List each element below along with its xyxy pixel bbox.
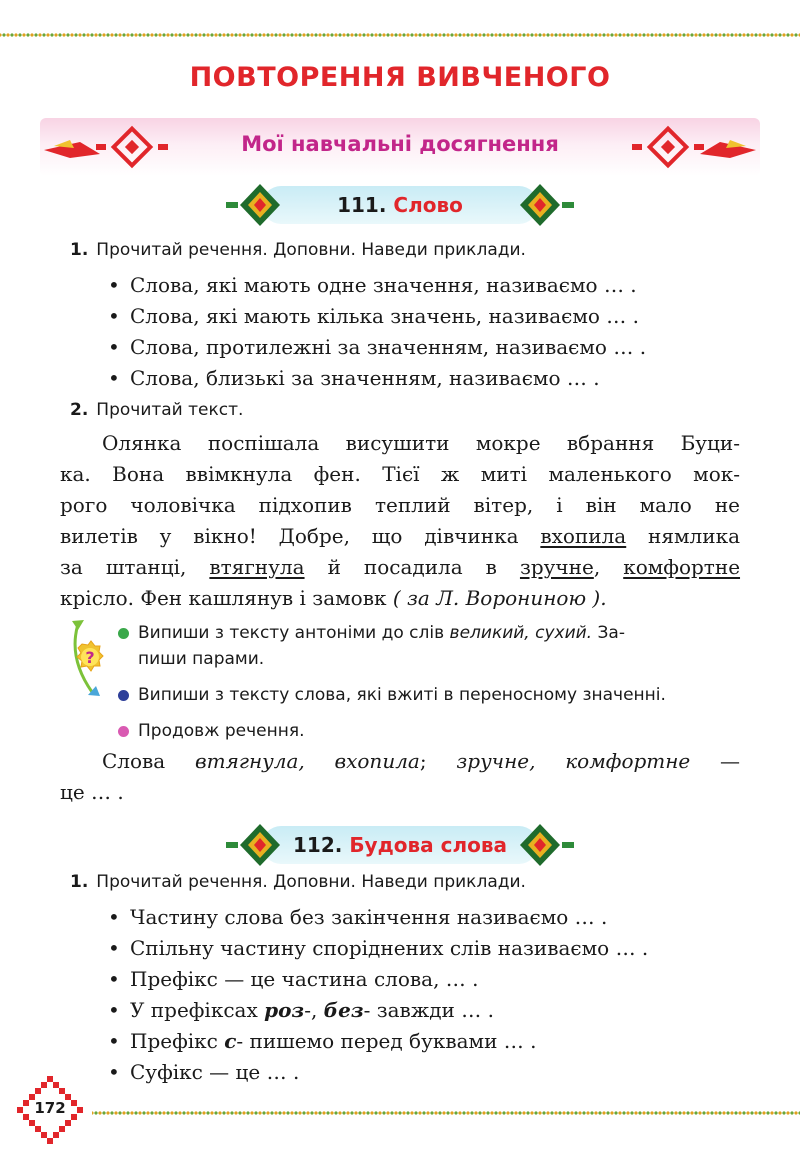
lesson-111-task-1-list	[108, 270, 646, 394]
lesson-111-header	[0, 180, 800, 230]
lesson-111-task-1: 1. Прочитай речення. Доповни. Наведи приклади.	[70, 240, 526, 260]
story-line: Олянка поспішала висушити мокре вбрання Буци-	[102, 431, 740, 455]
list-item: • Спільну частину споріднених слів називаємо … .	[108, 933, 648, 964]
question-item: Випиши з тексту слова, які вжиті в переносному значенні.	[118, 682, 666, 708]
story-line: ка. Вона ввімкнула фен. Тієї ж миті маленького мок-	[60, 462, 740, 486]
question-item: Продовж речення.	[118, 718, 666, 744]
lesson-112-header	[0, 820, 800, 870]
list-item: • Слова, близькі за значенням, називаємо … .	[108, 363, 646, 394]
list-item: • Слова, які мають одне значення, називаємо … .	[108, 270, 646, 301]
list-item: • Слова, протилежні за значенням, називаємо … .	[108, 332, 646, 363]
lesson-112-title: 112. Будова слова	[292, 833, 507, 857]
list-item: • У префіксах роз-, без- завжди … .	[108, 995, 648, 1026]
banner-title: Мої навчальні досягнення	[241, 132, 559, 156]
page-number: 172	[34, 1099, 66, 1117]
lesson-111-task-2: 2. Прочитай текст.	[70, 400, 244, 420]
lesson-112-task-1-list	[108, 902, 648, 1088]
question-item: Випиши з тексту антоніми до слів великий, сухий. За- пиши парами.	[118, 620, 666, 672]
green-dot-icon	[118, 628, 129, 639]
story-line: рого чоловічка підхопив теплий вітер, і він мало не	[60, 493, 740, 517]
list-item: • Префікс с- пишемо перед буквами … .	[108, 1026, 648, 1057]
list-item: • Частину слова без закінчення називаємо … .	[108, 902, 648, 933]
story-line: крісло. Фен кашлянув і замовк ( за Л. Ворониною ).	[60, 586, 607, 610]
story-line: за штанці, втягнула й посадила в зручне, комфортне	[60, 555, 741, 579]
pink-dot-icon	[118, 726, 129, 737]
questions-list	[118, 620, 666, 744]
blue-dot-icon	[118, 690, 129, 701]
section-banner	[40, 118, 760, 176]
top-dotted-border	[0, 32, 800, 38]
story-text	[60, 428, 740, 614]
list-item: • Префікс — це частина слова, … .	[108, 964, 648, 995]
question-icon	[62, 618, 122, 698]
lesson-112-task-1: 1. Прочитай речення. Доповни. Наведи приклади.	[70, 872, 526, 892]
bottom-dotted-border	[92, 1110, 800, 1116]
list-item: • Слова, які мають кілька значень, називаємо … .	[108, 301, 646, 332]
page-title: ПОВТОРЕННЯ ВИВЧЕНОГО	[189, 62, 611, 93]
story-line: вилетів у вікно! Добре, що дівчинка вхопила нямлика	[60, 524, 741, 548]
svg-text:?: ?	[85, 648, 95, 667]
lesson-111-title: 111. Слово	[337, 193, 463, 217]
list-item: • Суфікс — це … .	[108, 1057, 648, 1088]
continue-sentence: Слова втягнула, вхопила; зручне, комфортне — це … .	[60, 749, 741, 804]
